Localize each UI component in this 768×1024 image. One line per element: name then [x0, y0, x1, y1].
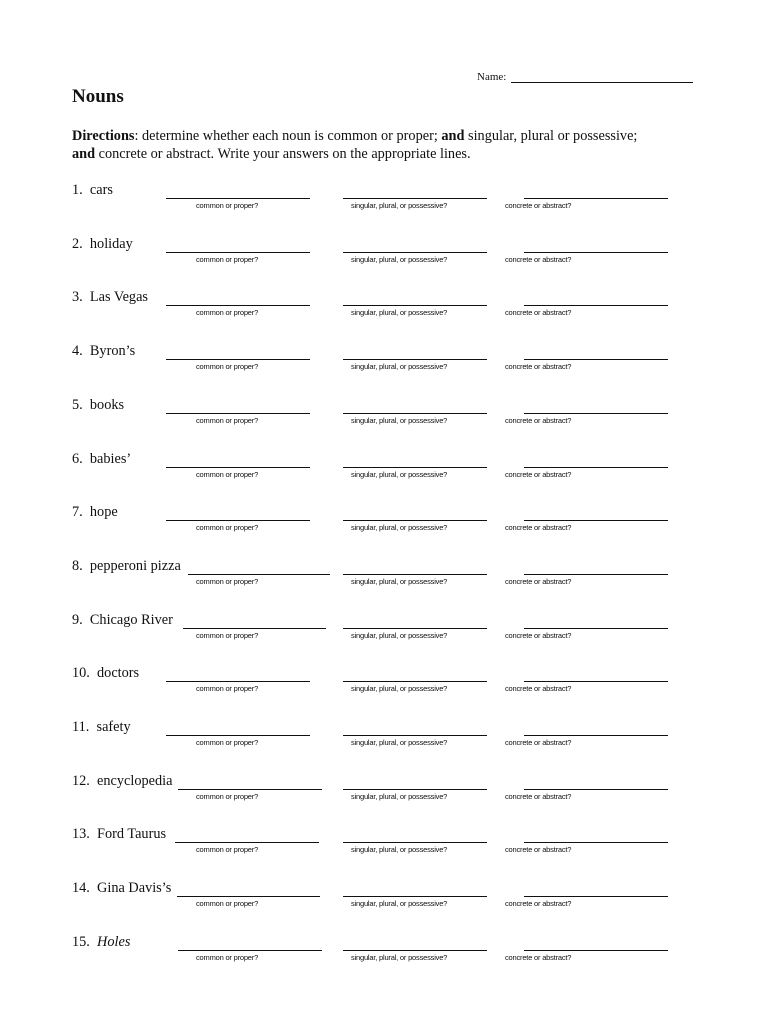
- noun-item: [72, 289, 148, 306]
- exercise-row: [0, 826, 768, 866]
- singular-plural-possessive-hint: singular, plural, or possessive?: [351, 791, 448, 801]
- exercise-row: [0, 880, 768, 920]
- noun-word: books: [89, 396, 125, 413]
- common-proper-answer-line[interactable]: [166, 252, 310, 253]
- noun-item: [72, 826, 166, 843]
- concrete-abstract-hint: concrete or abstract?: [505, 201, 572, 210]
- singular-plural-possessive-hint: singular, plural, or possessive?: [351, 630, 448, 640]
- noun-word: encyclopedia: [97, 772, 173, 789]
- concrete-abstract-hint: concrete or abstract?: [505, 523, 572, 533]
- concrete-abstract-answer-line[interactable]: [524, 413, 668, 414]
- concrete-abstract-answer-line[interactable]: [524, 467, 668, 468]
- singular-plural-possessive-hint: singular, plural, or possessive?: [351, 845, 448, 855]
- concrete-abstract-hint: concrete or abstract?: [505, 415, 572, 425]
- exercise-row: [0, 343, 768, 383]
- common-proper-hint: common or proper?: [196, 469, 259, 479]
- concrete-abstract-hint: concrete or abstract?: [505, 952, 572, 962]
- noun-word: doctors: [97, 665, 140, 682]
- directions-part2: singular, plural or possessive;: [464, 128, 638, 144]
- concrete-abstract-hint: concrete or abstract?: [505, 362, 572, 372]
- noun-item: [72, 719, 131, 736]
- page-title: Nouns: [72, 86, 124, 107]
- noun-word: Ford Taurus: [97, 826, 167, 843]
- common-proper-hint: common or proper?: [196, 684, 259, 694]
- common-proper-answer-line[interactable]: [166, 305, 310, 306]
- singular-plural-possessive-hint: singular, plural, or possessive?: [351, 952, 448, 962]
- singular-plural-possessive-answer-line[interactable]: [343, 735, 487, 736]
- concrete-abstract-answer-line[interactable]: [524, 359, 668, 360]
- common-proper-hint: common or proper?: [196, 308, 259, 318]
- noun-item: [72, 665, 139, 682]
- singular-plural-possessive-answer-line[interactable]: [343, 359, 487, 360]
- singular-plural-possessive-answer-line[interactable]: [343, 950, 487, 951]
- concrete-abstract-answer-line[interactable]: [524, 681, 668, 682]
- common-proper-hint: common or proper?: [196, 738, 259, 747]
- singular-plural-possessive-answer-line[interactable]: [343, 789, 487, 790]
- item-number: 4.: [72, 343, 83, 360]
- concrete-abstract-answer-line[interactable]: [524, 252, 668, 253]
- item-number: 14.: [72, 880, 90, 897]
- common-proper-answer-line[interactable]: [178, 950, 322, 951]
- singular-plural-possessive-answer-line[interactable]: [343, 896, 487, 897]
- name-field: [477, 70, 693, 83]
- common-proper-hint: common or proper?: [196, 254, 259, 264]
- common-proper-hint: common or proper?: [196, 523, 259, 533]
- concrete-abstract-answer-line[interactable]: [524, 735, 668, 736]
- singular-plural-possessive-answer-line[interactable]: [343, 467, 487, 468]
- concrete-abstract-hint: concrete or abstract?: [505, 738, 572, 747]
- exercise-row: [0, 504, 768, 544]
- singular-plural-possessive-hint: singular, plural, or possessive?: [351, 201, 448, 210]
- exercise-row: [0, 182, 768, 222]
- common-proper-answer-line[interactable]: [166, 681, 310, 682]
- item-number: 12.: [72, 772, 90, 789]
- common-proper-answer-line[interactable]: [175, 842, 319, 843]
- concrete-abstract-hint: concrete or abstract?: [505, 791, 572, 801]
- directions-part3: concrete or abstract. Write your answers on the appropriate lines.: [95, 146, 471, 162]
- directions-and1: and: [441, 128, 465, 144]
- noun-word: babies’: [89, 450, 132, 467]
- noun-item: [72, 343, 135, 360]
- singular-plural-possessive-hint: singular, plural, or possessive?: [351, 684, 448, 694]
- noun-item: [72, 236, 133, 253]
- concrete-abstract-answer-line[interactable]: [524, 896, 668, 897]
- noun-word: Las Vegas: [89, 289, 148, 306]
- directions-lead: Directions: [72, 128, 135, 144]
- common-proper-answer-line[interactable]: [178, 789, 322, 790]
- common-proper-hint: common or proper?: [196, 952, 259, 962]
- singular-plural-possessive-hint: singular, plural, or possessive?: [351, 415, 448, 425]
- noun-item: [72, 558, 181, 575]
- noun-word: Holes: [97, 933, 131, 950]
- item-number: 2.: [72, 235, 83, 252]
- singular-plural-possessive-answer-line[interactable]: [343, 574, 487, 575]
- concrete-abstract-answer-line[interactable]: [524, 574, 668, 575]
- singular-plural-possessive-answer-line[interactable]: [343, 198, 487, 199]
- singular-plural-possessive-answer-line[interactable]: [343, 628, 487, 629]
- exercise-row: [0, 719, 768, 759]
- common-proper-answer-line[interactable]: [166, 467, 310, 468]
- common-proper-hint: common or proper?: [196, 576, 259, 586]
- noun-word: Gina Davis’s: [97, 880, 172, 897]
- singular-plural-possessive-answer-line[interactable]: [343, 413, 487, 414]
- common-proper-hint: common or proper?: [196, 791, 259, 801]
- common-proper-hint: common or proper?: [196, 899, 259, 909]
- item-number: 11.: [72, 719, 90, 735]
- exercise-row: [0, 289, 768, 329]
- concrete-abstract-hint: concrete or abstract?: [505, 845, 572, 855]
- item-number: 3.: [72, 289, 83, 306]
- item-number: 13.: [72, 826, 90, 843]
- common-proper-answer-line[interactable]: [166, 198, 310, 199]
- common-proper-hint: common or proper?: [196, 362, 259, 372]
- singular-plural-possessive-answer-line[interactable]: [343, 681, 487, 682]
- item-number: 15.: [72, 933, 90, 950]
- noun-item: [72, 451, 131, 468]
- exercise-row: [0, 612, 768, 652]
- noun-item: [72, 880, 171, 897]
- common-proper-hint: common or proper?: [196, 201, 259, 210]
- concrete-abstract-hint: concrete or abstract?: [505, 684, 572, 694]
- singular-plural-possessive-hint: singular, plural, or possessive?: [351, 899, 448, 909]
- noun-word: cars: [89, 182, 113, 198]
- common-proper-answer-line[interactable]: [166, 359, 310, 360]
- noun-word: safety: [96, 719, 131, 735]
- common-proper-hint: common or proper?: [196, 630, 259, 640]
- singular-plural-possessive-hint: singular, plural, or possessive?: [351, 576, 448, 586]
- singular-plural-possessive-hint: singular, plural, or possessive?: [351, 362, 448, 372]
- noun-word: holiday: [89, 235, 133, 252]
- common-proper-answer-line[interactable]: [166, 735, 310, 736]
- directions-and2: and: [72, 146, 96, 162]
- common-proper-answer-line[interactable]: [166, 520, 310, 521]
- common-proper-answer-line[interactable]: [183, 628, 326, 629]
- concrete-abstract-hint: concrete or abstract?: [505, 254, 572, 264]
- noun-item: [72, 397, 124, 414]
- item-number: 8.: [72, 557, 83, 574]
- concrete-abstract-answer-line[interactable]: [524, 789, 668, 790]
- singular-plural-possessive-hint: singular, plural, or possessive?: [351, 523, 448, 533]
- name-label: Name:: [477, 71, 507, 83]
- concrete-abstract-hint: concrete or abstract?: [505, 469, 572, 479]
- noun-word: pepperoni pizza: [89, 557, 181, 574]
- name-blank-line[interactable]: [511, 70, 693, 83]
- concrete-abstract-answer-line[interactable]: [524, 950, 668, 951]
- concrete-abstract-answer-line[interactable]: [524, 198, 668, 199]
- common-proper-hint: common or proper?: [196, 845, 259, 855]
- noun-word: Byron’s: [89, 343, 136, 360]
- common-proper-hint: common or proper?: [196, 415, 259, 425]
- noun-item: [72, 934, 130, 951]
- noun-item: [72, 504, 118, 521]
- exercise-row: [0, 665, 768, 705]
- concrete-abstract-answer-line[interactable]: [524, 842, 668, 843]
- directions: [72, 127, 692, 163]
- item-number: 5.: [72, 396, 83, 413]
- item-number: 6.: [72, 450, 83, 467]
- item-number: 1.: [72, 182, 83, 198]
- item-number: 7.: [72, 504, 83, 521]
- exercise-row: [0, 451, 768, 491]
- common-proper-answer-line[interactable]: [188, 574, 330, 575]
- concrete-abstract-answer-line[interactable]: [524, 520, 668, 521]
- concrete-abstract-answer-line[interactable]: [524, 628, 668, 629]
- exercise-row: [0, 558, 768, 598]
- exercise-row: [0, 397, 768, 437]
- concrete-abstract-answer-line[interactable]: [524, 305, 668, 306]
- exercise-row: [0, 934, 768, 974]
- common-proper-answer-line[interactable]: [177, 896, 320, 897]
- singular-plural-possessive-hint: singular, plural, or possessive?: [351, 469, 448, 479]
- exercise-row: [0, 236, 768, 276]
- noun-word: Chicago River: [89, 611, 173, 628]
- common-proper-answer-line[interactable]: [166, 413, 310, 414]
- exercise-row: [0, 773, 768, 813]
- noun-item: [72, 182, 113, 199]
- singular-plural-possessive-answer-line[interactable]: [343, 305, 487, 306]
- item-number: 10.: [72, 665, 90, 682]
- concrete-abstract-hint: concrete or abstract?: [505, 576, 572, 586]
- singular-plural-possessive-hint: singular, plural, or possessive?: [351, 254, 448, 264]
- noun-item: [72, 773, 172, 790]
- singular-plural-possessive-answer-line[interactable]: [343, 520, 487, 521]
- noun-item: [72, 612, 173, 629]
- singular-plural-possessive-hint: singular, plural, or possessive?: [351, 738, 448, 747]
- concrete-abstract-hint: concrete or abstract?: [505, 308, 572, 318]
- item-number: 9.: [72, 611, 83, 628]
- concrete-abstract-hint: concrete or abstract?: [505, 899, 572, 909]
- singular-plural-possessive-answer-line[interactable]: [343, 252, 487, 253]
- concrete-abstract-hint: concrete or abstract?: [505, 630, 572, 640]
- directions-part1: : determine whether each noun is common or proper;: [134, 128, 442, 144]
- singular-plural-possessive-answer-line[interactable]: [343, 842, 487, 843]
- noun-word: hope: [89, 504, 118, 521]
- singular-plural-possessive-hint: singular, plural, or possessive?: [351, 308, 448, 318]
